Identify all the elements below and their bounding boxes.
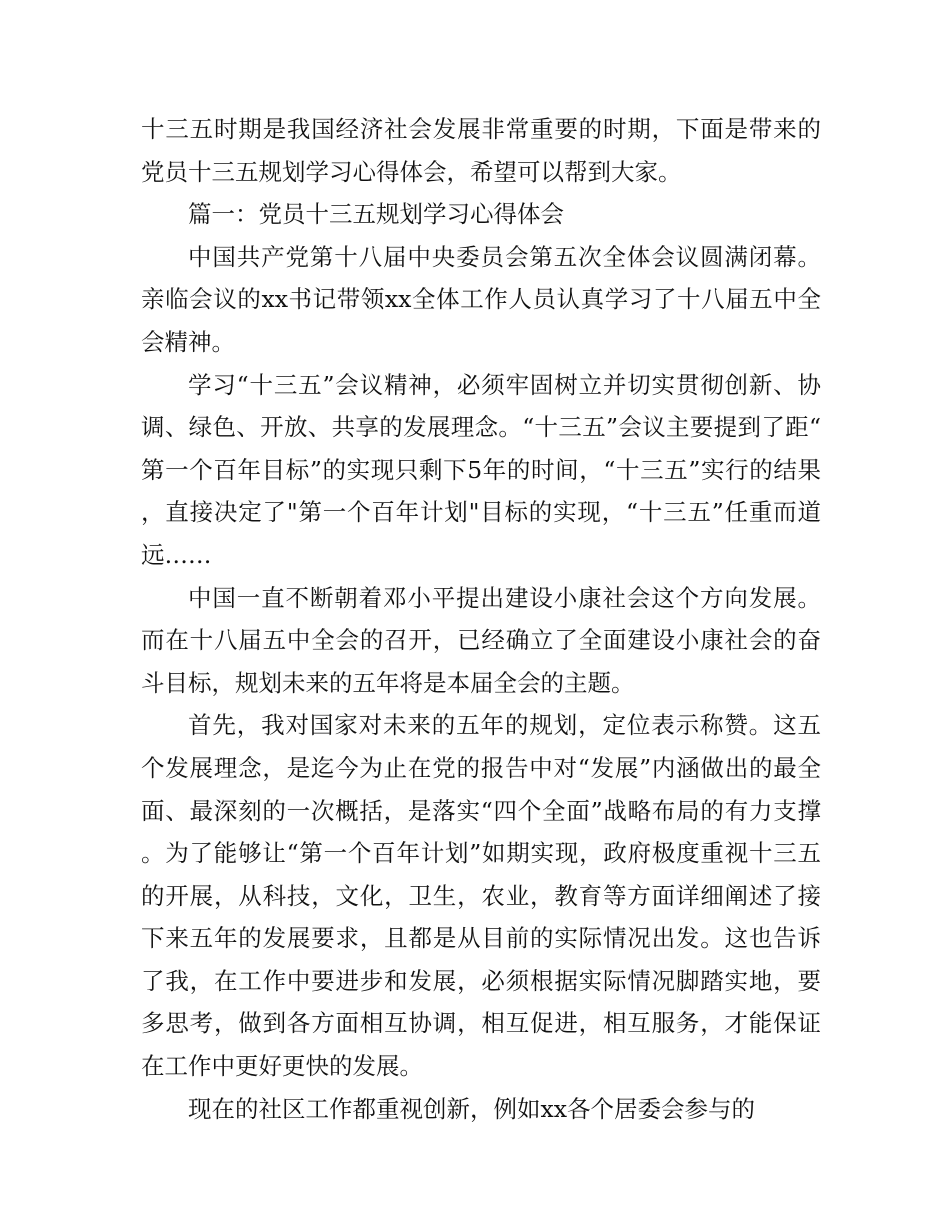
section-heading: 篇一：党员十三五规划学习心得体会	[188, 200, 564, 229]
body-paragraph: 学习“十三五”会议精神，必须牢固树立并切实贯彻创新、协调、绿色、开放、共享的发展理念。“十三五”会议主要提到了距“第一个百年目标”的实现只剩下5年的时间，“十三五”实行的结果，直接决定了"第一个百年计划"目标的实现，“十三五”任重而道远……	[141, 370, 821, 569]
intro-paragraph: 十三五时期是我国经济社会发展非常重要的时期，下面是带来的党员十三五规划学习心得体会，希望可以帮到大家。	[141, 115, 821, 186]
document-body	[141, 108, 821, 1130]
body-paragraph: 中国一直不断朝着邓小平提出建设小康社会这个方向发展。而在十八届五中全会的召开，已经确立了全面建设小康社会的奋斗目标，规划未来的五年将是本届全会的主题。	[141, 583, 821, 697]
body-paragraph: 现在的社区工作都重视创新，例如xx各个居委会参与的	[188, 1094, 756, 1123]
body-paragraph: 首先，我对国家对未来的五年的规划，定位表示称赞。这五个发展理念，是迄今为止在党的报告中对“发展”内涵做出的最全面、最深刻的一次概括，是落实“四个全面”战略布局的有力支撑。为了能够让“第一个百年计划”如期实现，政府极度重视十三五的开展，从科技，文化，卫生，农业，教育等方面详细阐述了接下来五年的发展要求，且都是从目前的实际情况出发。这也告诉了我，在工作中要进步和发展，必须根据实际情况脚踏实地，要多思考，做到各方面相互协调，相互促进，相互服务，才能保证在工作中更好更快的发展。	[141, 711, 821, 1081]
body-paragraph: 中国共产党第十八届中央委员会第五次全体会议圆满闭幕。亲临会议的xx书记带领xx全体工作人员认真学习了十八届五中全会精神。	[141, 242, 821, 356]
